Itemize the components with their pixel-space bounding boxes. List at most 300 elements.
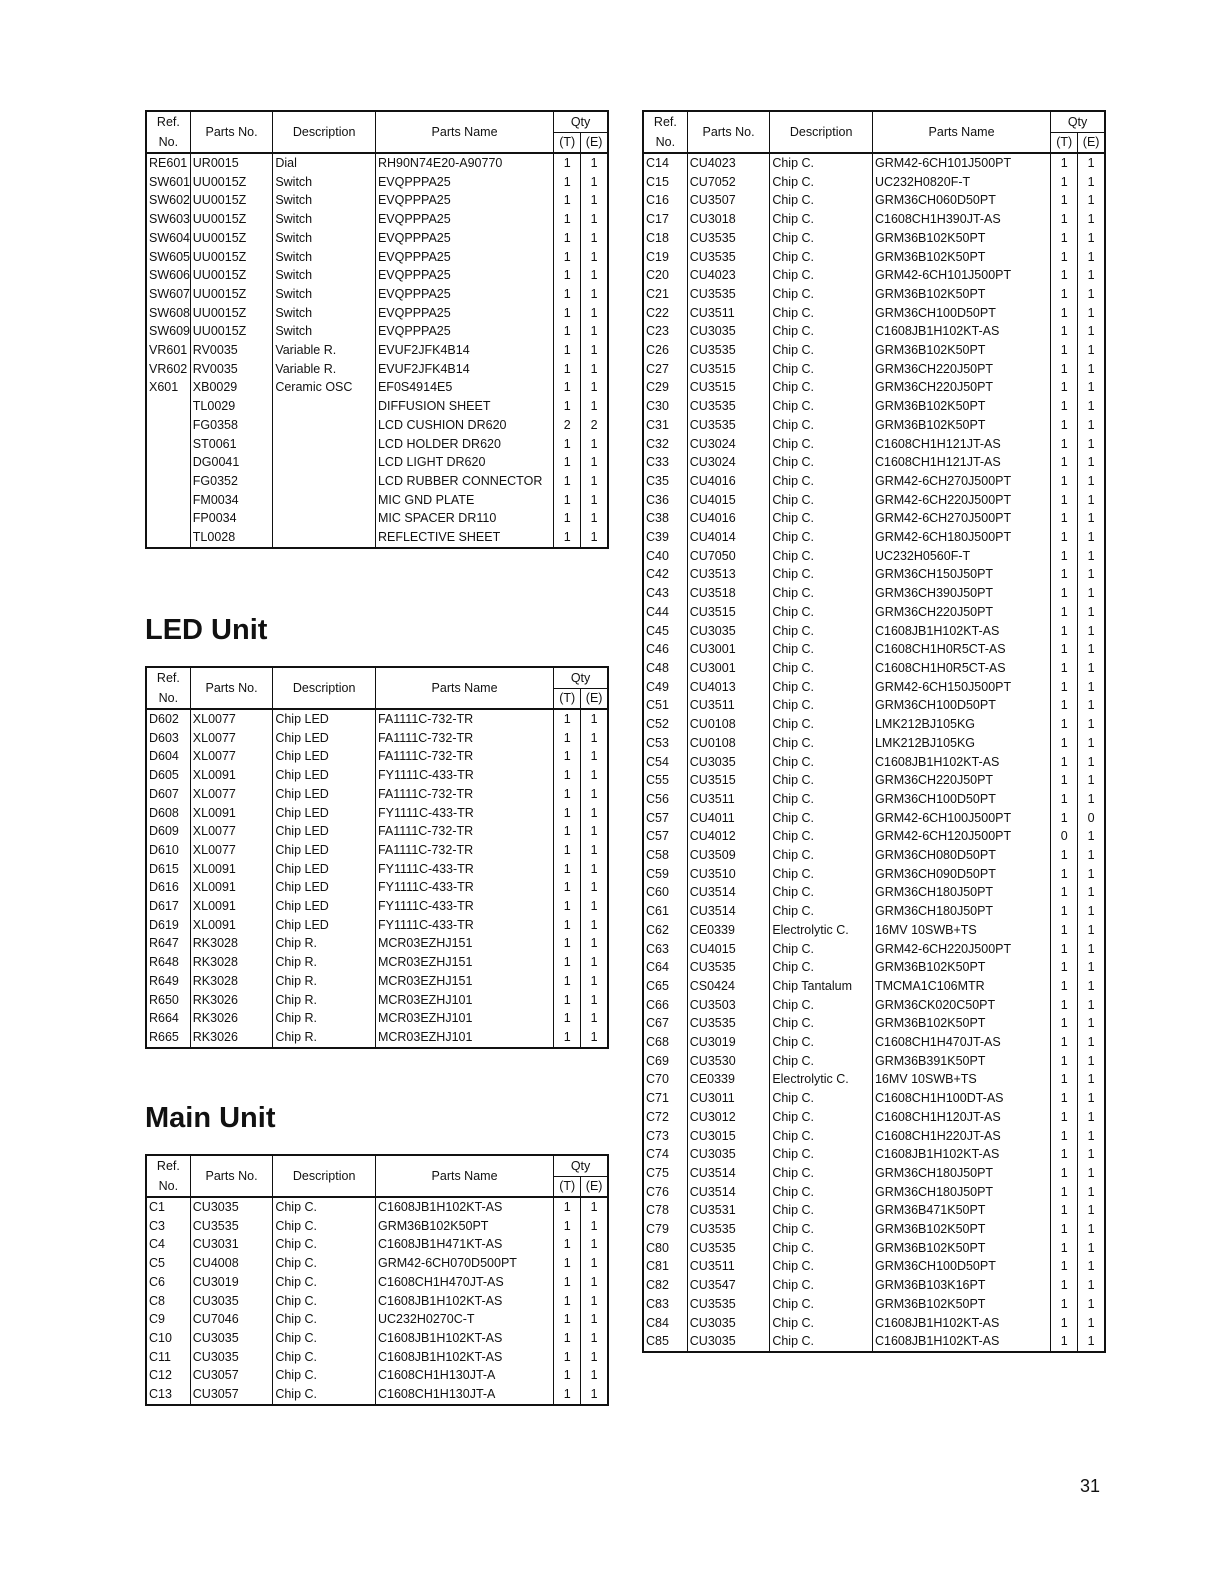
parts-name-cell: GRM36CH180J50PT xyxy=(872,1183,1050,1202)
table-row xyxy=(146,878,608,897)
parts-no-cell: FM0034 xyxy=(190,491,273,510)
parts-name-cell: MCR03EZHJ151 xyxy=(375,972,553,991)
qty-e-cell: 1 xyxy=(581,1197,608,1217)
parts-no-cell: CU3057 xyxy=(190,1385,273,1405)
table-row xyxy=(643,153,1105,173)
parts-no-cell: CU3035 xyxy=(687,1145,770,1164)
parts-table-main-unit-left xyxy=(145,1154,609,1406)
ref-no-cell: D602 xyxy=(146,709,190,729)
qty-e-cell: 1 xyxy=(581,1292,608,1311)
parts-name-cell: GRM42-6CH180J500PT xyxy=(872,528,1050,547)
qty-t-cell: 1 xyxy=(1051,883,1078,902)
description-cell: Chip C. xyxy=(273,1197,376,1217)
header-description: Description xyxy=(273,111,376,153)
parts-no-cell: CU3535 xyxy=(687,397,770,416)
header-row xyxy=(146,667,608,689)
description-cell: Chip C. xyxy=(770,865,873,884)
description-cell: Chip C. xyxy=(770,678,873,697)
parts-no-cell: CU3503 xyxy=(687,996,770,1015)
qty-t-cell: 1 xyxy=(1051,1314,1078,1333)
parts-name-cell: EVQPPPA25 xyxy=(375,322,553,341)
table-row xyxy=(643,1052,1105,1071)
description-cell: Electrolytic C. xyxy=(770,921,873,940)
description-cell: Chip C. xyxy=(770,266,873,285)
parts-no-cell: CU3518 xyxy=(687,584,770,603)
qty-e-cell: 1 xyxy=(1078,622,1105,641)
qty-t-cell: 1 xyxy=(1051,248,1078,267)
header-parts-no: Parts No. xyxy=(190,111,273,153)
parts-no-cell: CU3514 xyxy=(687,902,770,921)
parts-no-cell: CU3513 xyxy=(687,565,770,584)
parts-no-cell: CU3535 xyxy=(687,341,770,360)
table-row xyxy=(146,153,608,173)
table-row xyxy=(643,248,1105,267)
header-qty-t: (T) xyxy=(554,1177,581,1198)
ref-no-cell: C54 xyxy=(643,753,687,772)
description-cell: Chip C. xyxy=(770,809,873,828)
description-cell: Chip R. xyxy=(273,972,376,991)
parts-no-cell: CU3514 xyxy=(687,883,770,902)
description-cell: Chip C. xyxy=(770,622,873,641)
parts-name-cell: C1608JB1H471KT-AS xyxy=(375,1235,553,1254)
parts-no-cell: CU3535 xyxy=(190,1217,273,1236)
parts-name-cell: GRM36CH390J50PT xyxy=(872,584,1050,603)
table-row xyxy=(643,753,1105,772)
description-cell: Chip C. xyxy=(770,341,873,360)
parts-no-cell: CU3018 xyxy=(687,210,770,229)
description-cell: Chip C. xyxy=(770,1201,873,1220)
qty-t-cell: 1 xyxy=(554,229,581,248)
table-row xyxy=(643,416,1105,435)
ref-no-cell: SW608 xyxy=(146,304,190,323)
description-cell xyxy=(273,472,376,491)
parts-name-cell: EVUF2JFK4B14 xyxy=(375,341,553,360)
ref-no-cell: C10 xyxy=(146,1329,190,1348)
description-cell: Chip LED xyxy=(273,729,376,748)
qty-e-cell: 1 xyxy=(581,747,608,766)
table-row xyxy=(643,397,1105,416)
table-row xyxy=(643,1033,1105,1052)
ref-no-cell: C5 xyxy=(146,1254,190,1273)
qty-e-cell: 1 xyxy=(581,897,608,916)
parts-no-cell: TL0028 xyxy=(190,528,273,548)
header-ref: Ref. xyxy=(643,111,687,133)
qty-t-cell: 1 xyxy=(1051,191,1078,210)
ref-no-cell: C70 xyxy=(643,1070,687,1089)
parts-no-cell: UU0015Z xyxy=(190,173,273,192)
parts-no-cell: UU0015Z xyxy=(190,285,273,304)
parts-name-cell: UC232H0820F-T xyxy=(872,173,1050,192)
header-qty-t: (T) xyxy=(554,133,581,154)
parts-name-cell: 16MV 10SWB+TS xyxy=(872,921,1050,940)
header-parts-name: Parts Name xyxy=(375,667,553,709)
qty-e-cell: 1 xyxy=(581,841,608,860)
qty-t-cell: 1 xyxy=(554,1329,581,1348)
description-cell xyxy=(273,416,376,435)
parts-name-cell: GRM42-6CH101J500PT xyxy=(872,266,1050,285)
qty-e-cell: 1 xyxy=(1078,191,1105,210)
qty-e-cell: 1 xyxy=(1078,565,1105,584)
qty-e-cell: 1 xyxy=(1078,1127,1105,1146)
header-description: Description xyxy=(273,667,376,709)
ref-no-cell: C29 xyxy=(643,378,687,397)
qty-t-cell: 1 xyxy=(554,841,581,860)
qty-e-cell: 1 xyxy=(581,709,608,729)
description-cell: Chip C. xyxy=(770,285,873,304)
parts-no-cell: CU3535 xyxy=(687,1220,770,1239)
table-row xyxy=(643,173,1105,192)
ref-no-cell: C42 xyxy=(643,565,687,584)
parts-no-cell: CU4015 xyxy=(687,940,770,959)
description-cell: Chip C. xyxy=(770,958,873,977)
description-cell: Chip C. xyxy=(770,191,873,210)
qty-e-cell: 1 xyxy=(1078,1314,1105,1333)
qty-t-cell: 1 xyxy=(554,341,581,360)
table-row xyxy=(146,1366,608,1385)
table-row xyxy=(643,715,1105,734)
qty-t-cell: 1 xyxy=(1051,1014,1078,1033)
ref-no-cell: C15 xyxy=(643,173,687,192)
qty-e-cell: 1 xyxy=(1078,153,1105,173)
table-row xyxy=(146,916,608,935)
qty-t-cell: 1 xyxy=(554,1009,581,1028)
ref-no-cell: C63 xyxy=(643,940,687,959)
ref-no-cell: R648 xyxy=(146,953,190,972)
qty-t-cell: 1 xyxy=(1051,940,1078,959)
description-cell: Chip C. xyxy=(770,940,873,959)
table-row xyxy=(643,603,1105,622)
parts-name-cell: FA1111C-732-TR xyxy=(375,822,553,841)
description-cell: Chip C. xyxy=(770,734,873,753)
table-row xyxy=(146,1028,608,1048)
description-cell: Switch xyxy=(273,304,376,323)
description-cell: Chip C. xyxy=(770,790,873,809)
parts-no-cell: CU3031 xyxy=(190,1235,273,1254)
description-cell: Chip C. xyxy=(770,153,873,173)
parts-no-cell: CU4023 xyxy=(687,153,770,173)
description-cell xyxy=(273,509,376,528)
table-row xyxy=(643,528,1105,547)
description-cell: Chip C. xyxy=(273,1273,376,1292)
qty-e-cell: 1 xyxy=(1078,696,1105,715)
qty-t-cell: 1 xyxy=(554,435,581,454)
description-cell: Switch xyxy=(273,191,376,210)
qty-t-cell: 1 xyxy=(1051,902,1078,921)
parts-no-cell: XL0091 xyxy=(190,916,273,935)
qty-t-cell: 1 xyxy=(1051,472,1078,491)
table-row xyxy=(643,1127,1105,1146)
description-cell: Chip C. xyxy=(770,416,873,435)
qty-t-cell: 1 xyxy=(1051,1052,1078,1071)
qty-t-cell: 1 xyxy=(1051,1257,1078,1276)
ref-no-cell: C8 xyxy=(146,1292,190,1311)
description-cell: Chip C. xyxy=(770,248,873,267)
description-cell xyxy=(273,435,376,454)
parts-name-cell: C1608JB1H102KT-AS xyxy=(375,1348,553,1367)
ref-no-cell: C45 xyxy=(643,622,687,641)
ref-no-cell: C64 xyxy=(643,958,687,977)
qty-t-cell: 1 xyxy=(1051,1183,1078,1202)
parts-name-cell: C1608CH1H130JT-A xyxy=(375,1366,553,1385)
parts-no-cell: CU3535 xyxy=(687,229,770,248)
qty-e-cell: 1 xyxy=(1078,846,1105,865)
qty-e-cell: 1 xyxy=(1078,827,1105,846)
parts-no-cell: XL0077 xyxy=(190,709,273,729)
table-row xyxy=(146,1292,608,1311)
ref-no-cell: D608 xyxy=(146,804,190,823)
qty-e-cell: 1 xyxy=(1078,734,1105,753)
parts-name-cell: FY1111C-433-TR xyxy=(375,897,553,916)
parts-no-cell: XL0091 xyxy=(190,878,273,897)
ref-no-cell: VR601 xyxy=(146,341,190,360)
ref-no-cell: C76 xyxy=(643,1183,687,1202)
ref-no-cell: C59 xyxy=(643,865,687,884)
parts-name-cell: EF0S4914E5 xyxy=(375,378,553,397)
parts-name-cell: C1608CH1H0R5CT-AS xyxy=(872,640,1050,659)
qty-t-cell: 1 xyxy=(554,1385,581,1405)
header-qty-e: (E) xyxy=(581,1177,608,1198)
description-cell: Chip C. xyxy=(770,565,873,584)
qty-e-cell: 1 xyxy=(1078,996,1105,1015)
ref-no-cell: C57 xyxy=(643,827,687,846)
parts-name-cell: EVQPPPA25 xyxy=(375,210,553,229)
description-cell: Chip C. xyxy=(770,1257,873,1276)
table-row xyxy=(643,1070,1105,1089)
qty-t-cell: 1 xyxy=(1051,622,1078,641)
description-cell: Switch xyxy=(273,285,376,304)
parts-no-cell: CU3530 xyxy=(687,1052,770,1071)
header-qty: Qty xyxy=(1051,111,1105,133)
parts-no-cell: CU4016 xyxy=(687,509,770,528)
header-ref-no: No. xyxy=(146,1177,190,1198)
qty-e-cell: 1 xyxy=(581,934,608,953)
parts-no-cell: CU3535 xyxy=(687,1295,770,1314)
ref-no-cell: C30 xyxy=(643,397,687,416)
description-cell: Switch xyxy=(273,210,376,229)
table-row xyxy=(643,472,1105,491)
parts-no-cell: RK3026 xyxy=(190,1028,273,1048)
qty-e-cell: 1 xyxy=(1078,659,1105,678)
parts-name-cell: REFLECTIVE SHEET xyxy=(375,528,553,548)
ref-no-cell: VR602 xyxy=(146,360,190,379)
table-row xyxy=(643,622,1105,641)
table-row xyxy=(643,285,1105,304)
ref-no-cell: C3 xyxy=(146,1217,190,1236)
table-row xyxy=(146,229,608,248)
table-row xyxy=(146,934,608,953)
parts-name-cell: LCD HOLDER DR620 xyxy=(375,435,553,454)
ref-no-cell: C55 xyxy=(643,771,687,790)
qty-t-cell: 1 xyxy=(1051,921,1078,940)
ref-no-cell: SW602 xyxy=(146,191,190,210)
parts-name-cell: GRM36B102K50PT xyxy=(872,1014,1050,1033)
ref-no-cell: C57 xyxy=(643,809,687,828)
parts-no-cell: CU4011 xyxy=(687,809,770,828)
qty-e-cell: 1 xyxy=(1078,715,1105,734)
parts-name-cell: FY1111C-433-TR xyxy=(375,804,553,823)
qty-t-cell: 1 xyxy=(1051,378,1078,397)
qty-t-cell: 1 xyxy=(554,972,581,991)
description-cell: Chip C. xyxy=(770,771,873,790)
table-row xyxy=(643,827,1105,846)
description-cell: Chip LED xyxy=(273,709,376,729)
description-cell: Chip C. xyxy=(770,640,873,659)
ref-no-cell xyxy=(146,528,190,548)
qty-e-cell: 1 xyxy=(581,397,608,416)
ref-no-cell: SW603 xyxy=(146,210,190,229)
parts-no-cell: CU4023 xyxy=(687,266,770,285)
parts-name-cell: C1608JB1H102KT-AS xyxy=(872,322,1050,341)
qty-t-cell: 1 xyxy=(554,1197,581,1217)
ref-no-cell: D607 xyxy=(146,785,190,804)
ref-no-cell: C43 xyxy=(643,584,687,603)
table-row xyxy=(643,1239,1105,1258)
table-row xyxy=(146,747,608,766)
description-cell: Chip C. xyxy=(770,491,873,510)
description-cell: Chip R. xyxy=(273,934,376,953)
ref-no-cell: C4 xyxy=(146,1235,190,1254)
ref-no-cell: C32 xyxy=(643,435,687,454)
qty-e-cell: 1 xyxy=(581,785,608,804)
ref-no-cell: C19 xyxy=(643,248,687,267)
description-cell: Chip C. xyxy=(770,378,873,397)
ref-no-cell: SW605 xyxy=(146,248,190,267)
description-cell: Chip C. xyxy=(273,1217,376,1236)
qty-t-cell: 1 xyxy=(554,248,581,267)
description-cell: Chip C. xyxy=(770,753,873,772)
parts-name-cell: GRM42-6CH070D500PT xyxy=(375,1254,553,1273)
parts-name-cell: RH90N74E20-A90770 xyxy=(375,153,553,173)
ref-no-cell xyxy=(146,397,190,416)
ref-no-cell xyxy=(146,435,190,454)
table-row xyxy=(146,1348,608,1367)
description-cell: Chip C. xyxy=(770,397,873,416)
qty-t-cell: 1 xyxy=(554,491,581,510)
parts-table-led-unit xyxy=(145,666,609,1049)
ref-no-cell: C80 xyxy=(643,1239,687,1258)
qty-e-cell: 1 xyxy=(1078,790,1105,809)
table-row xyxy=(643,1220,1105,1239)
table-row xyxy=(643,491,1105,510)
qty-t-cell: 1 xyxy=(1051,696,1078,715)
qty-e-cell: 1 xyxy=(581,210,608,229)
ref-no-cell: C60 xyxy=(643,883,687,902)
parts-name-cell: GRM36CH100D50PT xyxy=(872,790,1050,809)
qty-t-cell: 1 xyxy=(554,1348,581,1367)
table-row xyxy=(643,1089,1105,1108)
description-cell: Chip C. xyxy=(770,846,873,865)
ref-no-cell: C13 xyxy=(146,1385,190,1405)
parts-no-cell: UU0015Z xyxy=(190,322,273,341)
qty-e-cell: 1 xyxy=(581,285,608,304)
parts-no-cell: UU0015Z xyxy=(190,304,273,323)
parts-name-cell: C1608JB1H102KT-AS xyxy=(872,1145,1050,1164)
table-row xyxy=(643,678,1105,697)
parts-name-cell: GRM36CH100D50PT xyxy=(872,304,1050,323)
parts-name-cell: GRM36CH220J50PT xyxy=(872,360,1050,379)
parts-name-cell: GRM36B102K50PT xyxy=(872,1220,1050,1239)
parts-no-cell: CU4014 xyxy=(687,528,770,547)
qty-e-cell: 1 xyxy=(581,435,608,454)
qty-t-cell: 1 xyxy=(554,1292,581,1311)
qty-e-cell: 1 xyxy=(581,1235,608,1254)
ref-no-cell: C17 xyxy=(643,210,687,229)
ref-no-cell: SW606 xyxy=(146,266,190,285)
description-cell: Chip C. xyxy=(770,1145,873,1164)
qty-e-cell: 1 xyxy=(581,1009,608,1028)
table-row xyxy=(643,883,1105,902)
table-row xyxy=(643,734,1105,753)
parts-name-cell: MCR03EZHJ101 xyxy=(375,1009,553,1028)
parts-no-cell: ST0061 xyxy=(190,435,273,454)
table-row xyxy=(146,173,608,192)
ref-no-cell: C38 xyxy=(643,509,687,528)
ref-no-cell: C62 xyxy=(643,921,687,940)
qty-t-cell: 1 xyxy=(1051,715,1078,734)
description-cell: Switch xyxy=(273,322,376,341)
parts-name-cell: C1608JB1H102KT-AS xyxy=(375,1197,553,1217)
description-cell: Chip C. xyxy=(770,435,873,454)
qty-t-cell: 1 xyxy=(554,897,581,916)
parts-name-cell: GRM36B102K50PT xyxy=(872,1239,1050,1258)
description-cell: Chip C. xyxy=(273,1329,376,1348)
ref-no-cell: C71 xyxy=(643,1089,687,1108)
header-parts-name: Parts Name xyxy=(375,1155,553,1197)
qty-e-cell: 1 xyxy=(1078,1089,1105,1108)
description-cell: Chip LED xyxy=(273,916,376,935)
ref-no-cell: C21 xyxy=(643,285,687,304)
parts-name-cell: FA1111C-732-TR xyxy=(375,709,553,729)
header-qty: Qty xyxy=(554,111,608,133)
qty-e-cell: 1 xyxy=(1078,397,1105,416)
table-row xyxy=(643,210,1105,229)
ref-no-cell: C53 xyxy=(643,734,687,753)
parts-name-cell: DIFFUSION SHEET xyxy=(375,397,553,416)
table-row xyxy=(643,977,1105,996)
table-row xyxy=(146,378,608,397)
qty-e-cell: 1 xyxy=(581,953,608,972)
qty-t-cell: 1 xyxy=(1051,865,1078,884)
description-cell: Chip C. xyxy=(770,304,873,323)
table-row xyxy=(643,996,1105,1015)
qty-t-cell: 1 xyxy=(1051,1127,1078,1146)
table-row xyxy=(146,266,608,285)
table-row xyxy=(146,785,608,804)
qty-e-cell: 1 xyxy=(581,1217,608,1236)
description-cell: Chip C. xyxy=(770,1276,873,1295)
qty-e-cell: 1 xyxy=(581,991,608,1010)
table-row xyxy=(643,958,1105,977)
qty-e-cell: 1 xyxy=(581,509,608,528)
description-cell: Chip C. xyxy=(770,322,873,341)
qty-e-cell: 1 xyxy=(1078,977,1105,996)
parts-name-cell: GRM36B103K16PT xyxy=(872,1276,1050,1295)
table-row xyxy=(643,1295,1105,1314)
parts-name-cell: FY1111C-433-TR xyxy=(375,766,553,785)
parts-no-cell: DG0041 xyxy=(190,453,273,472)
qty-t-cell: 1 xyxy=(1051,360,1078,379)
parts-no-cell: CU3024 xyxy=(687,435,770,454)
parts-no-cell: CU3035 xyxy=(687,1314,770,1333)
header-ref-no: No. xyxy=(643,133,687,154)
ref-no-cell: C58 xyxy=(643,846,687,865)
parts-no-cell: CU3509 xyxy=(687,846,770,865)
table-row xyxy=(146,1273,608,1292)
description-cell: Chip C. xyxy=(770,1164,873,1183)
qty-t-cell: 1 xyxy=(554,453,581,472)
qty-t-cell: 1 xyxy=(554,878,581,897)
parts-name-cell: EVQPPPA25 xyxy=(375,229,553,248)
